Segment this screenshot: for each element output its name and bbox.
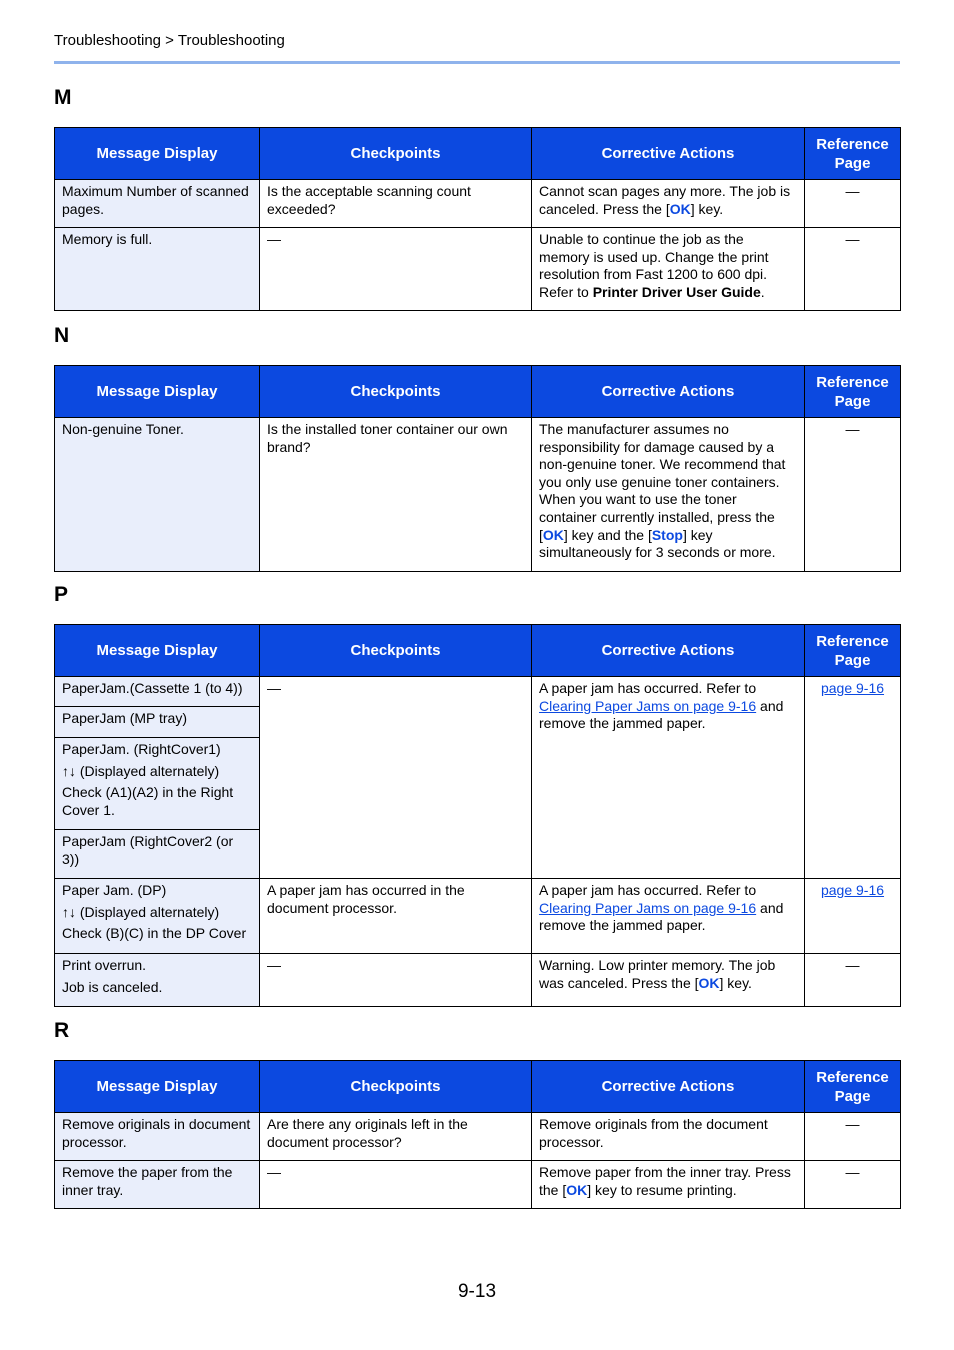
reference-cell: [805, 879, 901, 954]
ok-key-label: OK: [566, 1181, 588, 1198]
checkpoint-cell: —: [260, 1161, 532, 1209]
col-header-reference: Reference Page: [805, 1061, 901, 1113]
col-header-actions: Corrective Actions: [532, 366, 805, 418]
reference-cell: —: [805, 418, 901, 572]
message-cell: Remove originals in document processor.: [55, 1113, 260, 1161]
col-header-reference: Reference Page: [805, 128, 901, 180]
col-header-message: Message Display: [55, 128, 260, 180]
action-cell: The manufacturer assumes no responsibility for damage caused by a non-genuine toner. We recommend that you only use genuine toner containers. When you want to use the toner container currently installed, press the [OK] key and the [Stop] key simultaneously for 3 seconds or more.: [532, 418, 805, 572]
reference-cell: —: [805, 954, 901, 1007]
table-row: [55, 954, 901, 1007]
reference-cell: —: [805, 180, 901, 228]
table-row: [55, 1161, 901, 1209]
header-divider: [54, 61, 900, 64]
checkpoint-cell: Is the installed toner container our own brand?: [260, 418, 532, 572]
table-row: [55, 879, 901, 954]
action-cell: A paper jam has occurred. Refer to Clearing Paper Jams on page 9-16 and remove the jammed paper.: [532, 677, 805, 879]
reference-cell: —: [805, 1161, 901, 1209]
section-letter-m: M: [54, 86, 72, 109]
checkpoint-cell: —: [260, 677, 532, 879]
checkpoint-cell: —: [260, 228, 532, 311]
checkpoint-cell: Are there any originals left in the document processor?: [260, 1113, 532, 1161]
table-n: [54, 365, 901, 572]
stop-key-label: Stop: [651, 526, 683, 543]
section-letter-p: P: [54, 583, 69, 606]
col-header-message: Message Display: [55, 625, 260, 677]
message-cell: Memory is full.: [55, 228, 260, 311]
ok-key-label: OK: [698, 974, 720, 991]
reference-cell: —: [805, 228, 901, 311]
col-header-message: Message Display: [55, 366, 260, 418]
action-cell: Unable to continue the job as the memory is used up. Change the print resolution from Fast 1200 to 600 dpi. Refer to Printer Driver User Guide.: [532, 228, 805, 311]
page-ref-link[interactable]: page 9-16: [820, 882, 885, 898]
checkpoint-cell: —: [260, 954, 532, 1007]
message-cell: PaperJam.(Cassette 1 (to 4)): [55, 677, 260, 707]
reference-cell: —: [805, 1113, 901, 1161]
breadcrumb: Troubleshooting > Troubleshooting: [54, 32, 285, 49]
message-cell: PaperJam (RightCover2 (or 3)): [55, 830, 260, 879]
col-header-reference: Reference Page: [805, 366, 901, 418]
checkpoint-cell: A paper jam has occurred in the document processor.: [260, 879, 532, 954]
col-header-message: Message Display: [55, 1061, 260, 1113]
message-cell: Remove the paper from the inner tray.: [55, 1161, 260, 1209]
col-header-checkpoints: Checkpoints: [260, 625, 532, 677]
col-header-checkpoints: Checkpoints: [260, 128, 532, 180]
table-row: [55, 228, 901, 311]
col-header-checkpoints: Checkpoints: [260, 366, 532, 418]
col-header-actions: Corrective Actions: [532, 625, 805, 677]
clearing-paper-jams-link[interactable]: Clearing Paper Jams on page 9-16: [539, 697, 757, 714]
clearing-paper-jams-link[interactable]: Clearing Paper Jams on page 9-16: [539, 899, 757, 916]
table-row: [55, 418, 901, 572]
action-cell: Warning. Low printer memory. The job was canceled. Press the [OK] key.: [532, 954, 805, 1007]
table-row: [55, 677, 901, 707]
message-cell: PaperJam. (RightCover1) ↑↓ (Displayed alternately) Check (A1)(A2) in the Right Cover 1.: [55, 738, 260, 830]
ok-key-label: OK: [669, 200, 691, 217]
action-cell: Remove originals from the document processor.: [532, 1113, 805, 1161]
page-ref-link[interactable]: page 9-16: [820, 680, 885, 696]
action-cell: Remove paper from the inner tray. Press the [OK] key to resume printing.: [532, 1161, 805, 1209]
table-m: [54, 127, 901, 311]
table-p: [54, 624, 901, 1007]
col-header-actions: Corrective Actions: [532, 1061, 805, 1113]
message-cell: Paper Jam. (DP) ↑↓ (Displayed alternately) Check (B)(C) in the DP Cover: [55, 879, 260, 954]
page-number: 9-13: [457, 1281, 497, 1302]
message-cell: Maximum Number of scanned pages.: [55, 180, 260, 228]
col-header-actions: Corrective Actions: [532, 128, 805, 180]
table-row: [55, 180, 901, 228]
col-header-reference: Reference Page: [805, 625, 901, 677]
table-row: [55, 1113, 901, 1161]
message-cell: Non-genuine Toner.: [55, 418, 260, 572]
action-cell: A paper jam has occurred. Refer to Clearing Paper Jams on page 9-16 and remove the jammed paper.: [532, 879, 805, 954]
section-letter-r: R: [54, 1019, 70, 1042]
reference-cell: [805, 677, 901, 879]
action-cell: Cannot scan pages any more. The job is canceled. Press the [OK] key.: [532, 180, 805, 228]
section-letter-n: N: [54, 324, 70, 347]
ok-key-label: OK: [542, 526, 564, 543]
guide-title: Printer Driver User Guide: [592, 283, 761, 300]
table-r: [54, 1060, 901, 1209]
message-cell: Print overrun. Job is canceled.: [55, 954, 260, 1007]
message-cell: PaperJam (MP tray): [55, 707, 260, 738]
checkpoint-cell: Is the acceptable scanning count exceeded?: [260, 180, 532, 228]
col-header-checkpoints: Checkpoints: [260, 1061, 532, 1113]
